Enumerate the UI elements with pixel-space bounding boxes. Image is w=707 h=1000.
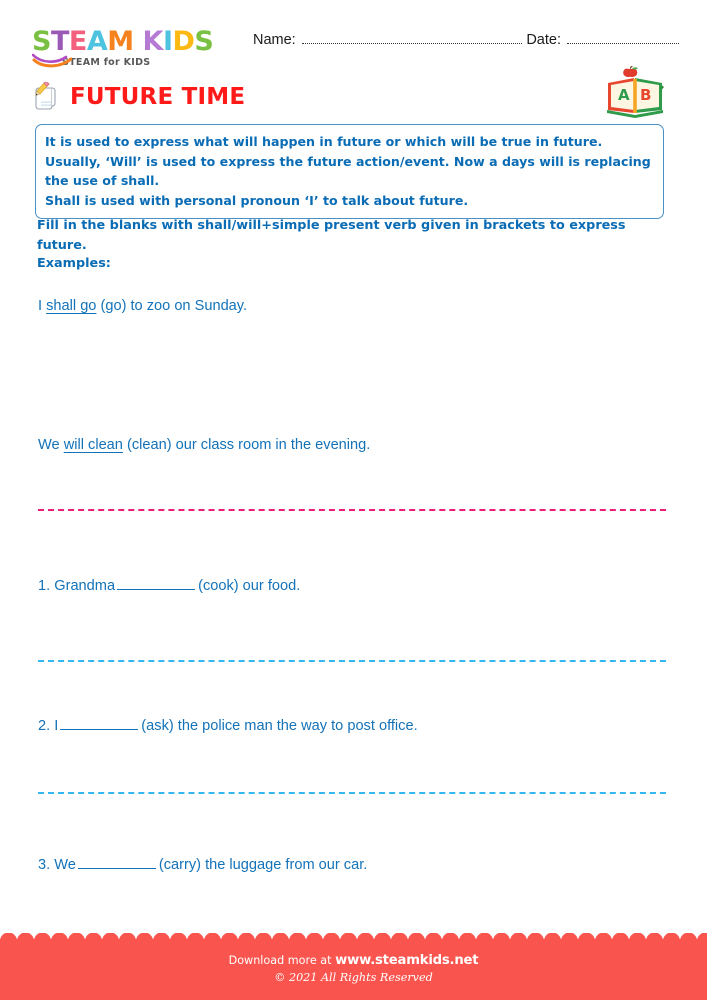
logo-letter — [134, 28, 143, 56]
logo-letter: M — [107, 26, 134, 57]
example-2-prefix: We — [38, 437, 60, 453]
pencil-paper-icon — [32, 82, 62, 112]
info-line-3: Shall is used with personal pronoun ‘I’ to talk about future. — [45, 192, 469, 208]
question-3-number: 3. — [38, 857, 51, 873]
question-2-suffix: (ask) the police man the way to post office. — [141, 718, 418, 734]
footer-content — [0, 953, 707, 987]
worksheet-title-row — [32, 82, 245, 112]
logo-letter: A — [86, 26, 108, 57]
example-1-prefix: I — [38, 298, 43, 314]
logo-letter: E — [68, 26, 87, 57]
question-1-prefix: Grandma — [54, 578, 116, 594]
example-2-suffix: (clean) our class room in the evening. — [126, 437, 371, 453]
question-3 — [38, 856, 367, 873]
abc-book-icon — [604, 66, 666, 118]
footer-download-line — [0, 953, 707, 969]
logo-letter: K — [142, 26, 163, 57]
footer-download-text: Download more at — [228, 954, 332, 967]
question-3-prefix: We — [54, 857, 76, 873]
separator-rule-2 — [38, 660, 666, 662]
scallop-edge — [0, 933, 707, 945]
question-1-blank[interactable] — [117, 577, 195, 590]
question-1 — [38, 577, 300, 594]
question-2-prefix: I — [54, 718, 59, 734]
question-3-blank[interactable] — [78, 856, 156, 869]
footer-copyright: © 2021 All Rights Reserved — [274, 971, 433, 984]
question-1-number: 1. — [38, 578, 51, 594]
logo-swoosh-icon — [32, 52, 72, 68]
logo-tagline: STEAM for KIDS — [62, 57, 151, 68]
separator-rule-1 — [38, 509, 666, 511]
page-footer — [0, 942, 707, 1000]
examples-label: Examples: — [37, 256, 111, 271]
question-2 — [38, 717, 418, 734]
page-title: FUTURE TIME — [70, 84, 246, 110]
logo-letter: D — [172, 26, 195, 57]
info-line-1: It is used to express what will happen in future or which will be true in future. — [45, 134, 603, 149]
example-sentence-2 — [38, 437, 370, 453]
question-3-suffix: (carry) the luggage from our car. — [158, 857, 368, 873]
brand-logo — [32, 28, 232, 68]
instruction-text: Fill in the blanks with shall/will+simple present verb given in brackets to express future. — [37, 218, 626, 253]
example-2-answer: will clean — [63, 437, 123, 453]
question-1-suffix: (cook) our food. — [198, 578, 301, 594]
separator-rule-3 — [38, 792, 666, 794]
page-header — [0, 26, 707, 78]
logo-letter: T — [50, 26, 69, 57]
svg-text:A: A — [618, 86, 630, 104]
name-label: Name: — [253, 32, 296, 48]
example-1-answer: shall go — [46, 298, 97, 314]
logo-letter: I — [162, 26, 173, 57]
example-sentence-1 — [38, 298, 247, 314]
info-line-2: Usually, ‘Will’ is used to express the future action/event. Now a days will is replacing the use of shall. — [45, 153, 651, 188]
footer-website-link[interactable]: www.steamkids.net — [335, 953, 479, 968]
svg-text:B: B — [640, 86, 652, 104]
question-2-blank[interactable] — [60, 717, 138, 730]
logo-letter: S — [32, 26, 51, 57]
name-input-line[interactable] — [302, 43, 523, 44]
concept-info-box — [35, 124, 664, 219]
name-date-row — [253, 32, 683, 48]
date-input-line[interactable] — [567, 43, 679, 44]
example-1-suffix: (go) to zoo on Sunday. — [100, 298, 248, 314]
date-label: Date: — [526, 32, 561, 48]
logo-letter: S — [194, 26, 214, 57]
question-2-number: 2. — [38, 718, 51, 734]
